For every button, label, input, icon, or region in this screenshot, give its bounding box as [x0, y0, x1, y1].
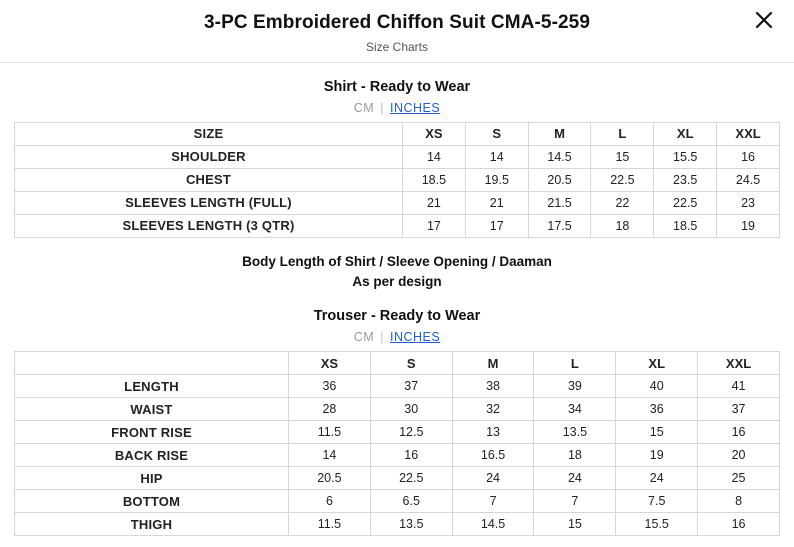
modal-header [0, 0, 794, 63]
shirt-cell: 17 [403, 214, 466, 237]
trouser-cell: 18 [534, 444, 616, 467]
trouser-cell: 14 [289, 444, 371, 467]
trouser-unit-cm[interactable]: CM [353, 330, 375, 345]
table-row [15, 145, 780, 168]
trouser-cell: 11.5 [289, 513, 371, 536]
trouser-row-label: WAIST [15, 398, 289, 421]
trouser-cell: 7 [534, 490, 616, 513]
trouser-cell: 30 [370, 398, 452, 421]
trouser-cell: 7.5 [616, 490, 698, 513]
trouser-row-label: THIGH [15, 513, 289, 536]
trouser-cell: 22.5 [370, 467, 452, 490]
table-row [15, 191, 780, 214]
design-note-line1: Body Length of Shirt / Sleeve Opening / Daaman [242, 253, 552, 269]
trouser-section-title: Trouser - Ready to Wear [313, 308, 481, 325]
shirt-cell: 14 [403, 145, 466, 168]
modal-content [0, 79, 794, 537]
trouser-cell: 7 [452, 490, 534, 513]
close-icon-glyph [754, 10, 774, 30]
shirt-cell: 17.5 [528, 214, 591, 237]
shirt-cell: 14 [465, 145, 528, 168]
trouser-row-label: HIP [15, 467, 289, 490]
shirt-row-label: CHEST [15, 168, 403, 191]
trouser-cell: 24 [452, 467, 534, 490]
table-row [15, 375, 780, 398]
trouser-row-label: BACK RISE [15, 444, 289, 467]
trouser-cell: 24 [534, 467, 616, 490]
shirt-row-label: SLEEVES LENGTH (FULL) [15, 191, 403, 214]
trouser-cell: 11.5 [289, 421, 371, 444]
shirt-row-label: SHOULDER [15, 145, 403, 168]
shirt-unit-separator: | [380, 100, 384, 115]
trouser-table-body [15, 375, 780, 536]
table-row [15, 214, 780, 237]
trouser-col-l: L [534, 352, 616, 375]
shirt-cell: 18.5 [403, 168, 466, 191]
shirt-unit-toggle [14, 101, 780, 115]
shirt-col-xs: XS [403, 122, 466, 145]
page-title: 3-PC Embroidered Chiffon Suit CMA-5-259 [203, 12, 591, 33]
trouser-cell: 12.5 [370, 421, 452, 444]
shirt-unit-cm[interactable]: CM [353, 100, 375, 115]
trouser-col-xl: XL [616, 352, 698, 375]
trouser-cell: 38 [452, 375, 534, 398]
table-row [15, 421, 780, 444]
trouser-cell: 8 [698, 490, 780, 513]
design-note-line2: As per design [352, 273, 442, 289]
trouser-cell: 20 [698, 444, 780, 467]
shirt-cell: 22.5 [654, 191, 717, 214]
shirt-col-xl: XL [654, 122, 717, 145]
shirt-table-body [15, 145, 780, 237]
table-row [15, 490, 780, 513]
table-header-row [15, 352, 780, 375]
shirt-cell: 21 [465, 191, 528, 214]
shirt-cell: 14.5 [528, 145, 591, 168]
trouser-cell: 32 [452, 398, 534, 421]
trouser-table-head [15, 352, 780, 375]
trouser-cell: 36 [289, 375, 371, 398]
trouser-cell: 28 [289, 398, 371, 421]
shirt-cell: 18.5 [654, 214, 717, 237]
trouser-cell: 16 [698, 513, 780, 536]
shirt-cell: 18 [591, 214, 654, 237]
trouser-col-xs: XS [289, 352, 371, 375]
modal-subtitle: Size Charts [365, 39, 429, 54]
trouser-cell: 37 [370, 375, 452, 398]
trouser-col-blank [15, 352, 289, 375]
table-row [15, 168, 780, 191]
trouser-col-s: S [370, 352, 452, 375]
shirt-cell: 23 [717, 191, 780, 214]
trouser-cell: 13.5 [534, 421, 616, 444]
table-row [15, 444, 780, 467]
shirt-unit-inches[interactable]: INCHES [389, 100, 441, 115]
shirt-cell: 19.5 [465, 168, 528, 191]
shirt-cell: 19 [717, 214, 780, 237]
trouser-cell: 6.5 [370, 490, 452, 513]
trouser-cell: 13 [452, 421, 534, 444]
close-icon[interactable] [750, 6, 778, 34]
shirt-col-s: S [465, 122, 528, 145]
trouser-col-xxl: XXL [698, 352, 780, 375]
trouser-cell: 34 [534, 398, 616, 421]
trouser-unit-toggle [14, 330, 780, 344]
trouser-row-label: FRONT RISE [15, 421, 289, 444]
table-row [15, 513, 780, 536]
design-note [14, 252, 780, 293]
shirt-col-size: SIZE [15, 122, 403, 145]
trouser-size-table [14, 351, 780, 536]
trouser-cell: 13.5 [370, 513, 452, 536]
trouser-cell: 24 [616, 467, 698, 490]
trouser-unit-inches[interactable]: INCHES [389, 330, 441, 345]
trouser-cell: 19 [616, 444, 698, 467]
trouser-row-label: BOTTOM [15, 490, 289, 513]
trouser-col-m: M [452, 352, 534, 375]
table-row [15, 398, 780, 421]
trouser-row-label: LENGTH [15, 375, 289, 398]
trouser-unit-separator: | [380, 330, 384, 345]
shirt-cell: 20.5 [528, 168, 591, 191]
shirt-cell: 15 [591, 145, 654, 168]
shirt-cell: 24.5 [717, 168, 780, 191]
shirt-col-m: M [528, 122, 591, 145]
trouser-cell: 41 [698, 375, 780, 398]
shirt-cell: 21 [403, 191, 466, 214]
trouser-cell: 16 [370, 444, 452, 467]
shirt-table-head [15, 122, 780, 145]
shirt-section-title: Shirt - Ready to Wear [323, 78, 471, 95]
shirt-cell: 17 [465, 214, 528, 237]
shirt-cell: 21.5 [528, 191, 591, 214]
shirt-col-xxl: XXL [717, 122, 780, 145]
trouser-cell: 20.5 [289, 467, 371, 490]
trouser-cell: 25 [698, 467, 780, 490]
shirt-cell: 16 [717, 145, 780, 168]
trouser-cell: 16 [698, 421, 780, 444]
table-header-row [15, 122, 780, 145]
shirt-row-label: SLEEVES LENGTH (3 QTR) [15, 214, 403, 237]
trouser-cell: 15 [534, 513, 616, 536]
table-row [15, 467, 780, 490]
shirt-cell: 22.5 [591, 168, 654, 191]
shirt-size-table [14, 122, 780, 238]
trouser-cell: 14.5 [452, 513, 534, 536]
trouser-cell: 16.5 [452, 444, 534, 467]
trouser-cell: 36 [616, 398, 698, 421]
trouser-cell: 40 [616, 375, 698, 398]
shirt-cell: 15.5 [654, 145, 717, 168]
trouser-cell: 6 [289, 490, 371, 513]
shirt-cell: 23.5 [654, 168, 717, 191]
shirt-col-l: L [591, 122, 654, 145]
trouser-cell: 15.5 [616, 513, 698, 536]
trouser-cell: 37 [698, 398, 780, 421]
trouser-cell: 39 [534, 375, 616, 398]
trouser-cell: 15 [616, 421, 698, 444]
shirt-cell: 22 [591, 191, 654, 214]
